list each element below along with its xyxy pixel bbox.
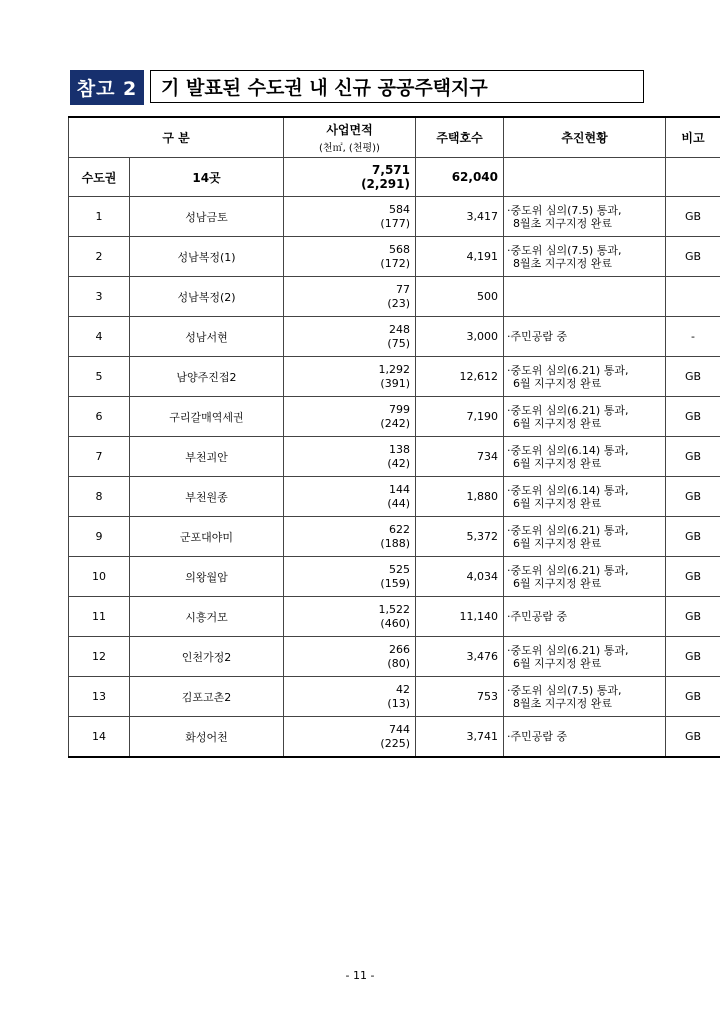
status-line-2: 8월초 지구지정 완료 xyxy=(513,216,612,230)
status-line-2: 6월 지구지정 완료 xyxy=(513,656,602,670)
district-note: GB xyxy=(666,397,720,437)
status-line-2: 8월초 지구지정 완료 xyxy=(513,696,612,710)
area-pyeong: (13) xyxy=(387,696,410,710)
district-name: 남양주진접2 xyxy=(130,357,284,397)
row-number: 9 xyxy=(69,517,130,557)
progress-status xyxy=(504,237,666,277)
row-number: 5 xyxy=(69,357,130,397)
area-pyeong: (177) xyxy=(380,216,410,230)
summary-note xyxy=(666,158,720,197)
housing-units: 1,880 xyxy=(416,477,504,517)
summary-area-sqm: 7,571 xyxy=(372,163,410,177)
area-pyeong: (42) xyxy=(387,456,410,470)
status-line-1: ·중도위 심의(6.21) 통과, xyxy=(507,563,629,577)
district-area xyxy=(284,677,416,717)
housing-units: 12,612 xyxy=(416,357,504,397)
district-area xyxy=(284,357,416,397)
district-name: 구리갈매역세권 xyxy=(130,397,284,437)
progress-status xyxy=(504,277,666,317)
area-sqm: 525 xyxy=(389,562,410,576)
row-number: 7 xyxy=(69,437,130,477)
status-line-1: ·중도위 심의(7.5) 통과, xyxy=(507,243,622,257)
area-pyeong: (225) xyxy=(380,736,410,750)
status-line-1: ·주민공람 중 xyxy=(507,330,568,343)
area-sqm: 42 xyxy=(396,682,410,696)
housing-units: 3,741 xyxy=(416,717,504,758)
table-row xyxy=(69,517,720,557)
area-pyeong: (391) xyxy=(380,376,410,390)
row-number: 8 xyxy=(69,477,130,517)
row-number: 2 xyxy=(69,237,130,277)
table-row xyxy=(69,717,720,758)
progress-status xyxy=(504,197,666,237)
status-line-1: ·중도위 심의(6.21) 통과, xyxy=(507,403,629,417)
status-line-1: ·중도위 심의(6.21) 통과, xyxy=(507,523,629,537)
progress-status xyxy=(504,397,666,437)
table-row xyxy=(69,557,720,597)
housing-units: 4,191 xyxy=(416,237,504,277)
status-line-1: ·중도위 심의(6.14) 통과, xyxy=(507,483,629,497)
table-row xyxy=(69,637,720,677)
district-area xyxy=(284,477,416,517)
header-area-unit: (천㎡, (천평)) xyxy=(319,143,380,154)
district-note: GB xyxy=(666,717,720,758)
district-name: 부천원종 xyxy=(130,477,284,517)
row-number: 3 xyxy=(69,277,130,317)
district-name: 인천가정2 xyxy=(130,637,284,677)
table-header-row xyxy=(69,117,720,158)
progress-status xyxy=(504,557,666,597)
area-sqm: 1,522 xyxy=(378,602,410,616)
housing-units: 4,034 xyxy=(416,557,504,597)
district-name: 성남금토 xyxy=(130,197,284,237)
area-sqm: 568 xyxy=(389,242,410,256)
status-line-2: 6월 지구지정 완료 xyxy=(513,416,602,430)
district-note: GB xyxy=(666,477,720,517)
table-row xyxy=(69,477,720,517)
progress-status xyxy=(504,357,666,397)
district-note: GB xyxy=(666,437,720,477)
district-area xyxy=(284,597,416,637)
district-area xyxy=(284,197,416,237)
progress-status xyxy=(504,517,666,557)
district-note: GB xyxy=(666,197,720,237)
progress-status xyxy=(504,677,666,717)
summary-area xyxy=(284,158,416,197)
district-note: GB xyxy=(666,517,720,557)
district-area xyxy=(284,517,416,557)
progress-status xyxy=(504,477,666,517)
housing-units: 3,417 xyxy=(416,197,504,237)
progress-status xyxy=(504,637,666,677)
summary-status xyxy=(504,158,666,197)
district-area xyxy=(284,237,416,277)
header-area xyxy=(284,117,416,158)
area-sqm: 744 xyxy=(389,722,410,736)
district-name: 성남복정(1) xyxy=(130,237,284,277)
summary-units: 62,040 xyxy=(416,158,504,197)
table-row xyxy=(69,357,720,397)
reference-badge: 참고 2 xyxy=(70,70,144,105)
table-row xyxy=(69,597,720,637)
district-note: GB xyxy=(666,677,720,717)
housing-units: 734 xyxy=(416,437,504,477)
district-name: 의왕월암 xyxy=(130,557,284,597)
district-note xyxy=(666,277,720,317)
status-line-2: 6월 지구지정 완료 xyxy=(513,496,602,510)
table-row xyxy=(69,677,720,717)
status-line-1: ·중도위 심의(6.21) 통과, xyxy=(507,363,629,377)
area-pyeong: (172) xyxy=(380,256,410,270)
header-note: 비고 xyxy=(666,117,720,158)
area-sqm: 584 xyxy=(389,202,410,216)
area-sqm: 144 xyxy=(389,482,410,496)
district-name: 시흥거모 xyxy=(130,597,284,637)
district-note: GB xyxy=(666,237,720,277)
status-line-2: 6월 지구지정 완료 xyxy=(513,576,602,590)
summary-row xyxy=(69,158,720,197)
area-sqm: 248 xyxy=(389,322,410,336)
district-area xyxy=(284,317,416,357)
summary-count: 14곳 xyxy=(130,158,284,197)
area-sqm: 77 xyxy=(396,282,410,296)
table-row xyxy=(69,437,720,477)
page-number: - 11 - xyxy=(345,969,375,982)
status-line-2: 8월초 지구지정 완료 xyxy=(513,256,612,270)
housing-units: 3,000 xyxy=(416,317,504,357)
district-area xyxy=(284,397,416,437)
progress-status xyxy=(504,317,666,357)
housing-units: 753 xyxy=(416,677,504,717)
status-line-1: ·중도위 심의(6.21) 통과, xyxy=(507,643,629,657)
header-category: 구 분 xyxy=(69,117,284,158)
status-line-1: ·중도위 심의(7.5) 통과, xyxy=(507,683,622,697)
district-name: 군포대야미 xyxy=(130,517,284,557)
district-area xyxy=(284,437,416,477)
table-row xyxy=(69,397,720,437)
area-sqm: 266 xyxy=(389,642,410,656)
housing-units: 7,190 xyxy=(416,397,504,437)
table-row xyxy=(69,197,720,237)
status-line-1: ·주민공람 중 xyxy=(507,610,568,623)
area-pyeong: (23) xyxy=(387,296,410,310)
area-pyeong: (242) xyxy=(380,416,410,430)
area-pyeong: (159) xyxy=(380,576,410,590)
status-line-2: 6월 지구지정 완료 xyxy=(513,376,602,390)
progress-status xyxy=(504,597,666,637)
district-name: 성남서현 xyxy=(130,317,284,357)
district-area xyxy=(284,717,416,758)
area-sqm: 622 xyxy=(389,522,410,536)
row-number: 6 xyxy=(69,397,130,437)
housing-units: 11,140 xyxy=(416,597,504,637)
district-area xyxy=(284,277,416,317)
area-pyeong: (188) xyxy=(380,536,410,550)
progress-status xyxy=(504,717,666,758)
area-pyeong: (44) xyxy=(387,496,410,510)
district-area xyxy=(284,637,416,677)
status-line-1: ·중도위 심의(7.5) 통과, xyxy=(507,203,622,217)
district-name: 김포고촌2 xyxy=(130,677,284,717)
table-body xyxy=(69,197,720,758)
district-note: GB xyxy=(666,357,720,397)
table-row xyxy=(69,277,720,317)
row-number: 12 xyxy=(69,637,130,677)
district-note: - xyxy=(666,317,720,357)
status-line-2: 6월 지구지정 완료 xyxy=(513,456,602,470)
summary-region: 수도권 xyxy=(69,158,130,197)
summary-area-pyeong: (2,291) xyxy=(361,177,410,191)
status-line-1: ·주민공람 중 xyxy=(507,730,568,743)
district-name: 부천괴안 xyxy=(130,437,284,477)
district-note: GB xyxy=(666,557,720,597)
area-pyeong: (460) xyxy=(380,616,410,630)
district-name: 성남복정(2) xyxy=(130,277,284,317)
header-status: 추진현황 xyxy=(504,117,666,158)
housing-district-table xyxy=(68,116,720,758)
district-note: GB xyxy=(666,637,720,677)
status-line-2: 6월 지구지정 완료 xyxy=(513,536,602,550)
row-number: 1 xyxy=(69,197,130,237)
housing-units: 3,476 xyxy=(416,637,504,677)
housing-units: 500 xyxy=(416,277,504,317)
row-number: 4 xyxy=(69,317,130,357)
row-number: 11 xyxy=(69,597,130,637)
header-area-label: 사업면적 xyxy=(326,123,373,137)
row-number: 14 xyxy=(69,717,130,758)
page-title: 기 발표된 수도권 내 신규 공공주택지구 xyxy=(150,70,644,103)
area-sqm: 799 xyxy=(389,402,410,416)
district-name: 화성어천 xyxy=(130,717,284,758)
table-row xyxy=(69,317,720,357)
row-number: 13 xyxy=(69,677,130,717)
area-sqm: 138 xyxy=(389,442,410,456)
progress-status xyxy=(504,437,666,477)
area-pyeong: (80) xyxy=(387,656,410,670)
district-note: GB xyxy=(666,597,720,637)
district-area xyxy=(284,557,416,597)
table-row xyxy=(69,237,720,277)
status-line-1: ·중도위 심의(6.14) 통과, xyxy=(507,443,629,457)
title-bar xyxy=(70,70,646,105)
header-units: 주택호수 xyxy=(416,117,504,158)
area-pyeong: (75) xyxy=(387,336,410,350)
housing-units: 5,372 xyxy=(416,517,504,557)
area-sqm: 1,292 xyxy=(378,362,410,376)
row-number: 10 xyxy=(69,557,130,597)
